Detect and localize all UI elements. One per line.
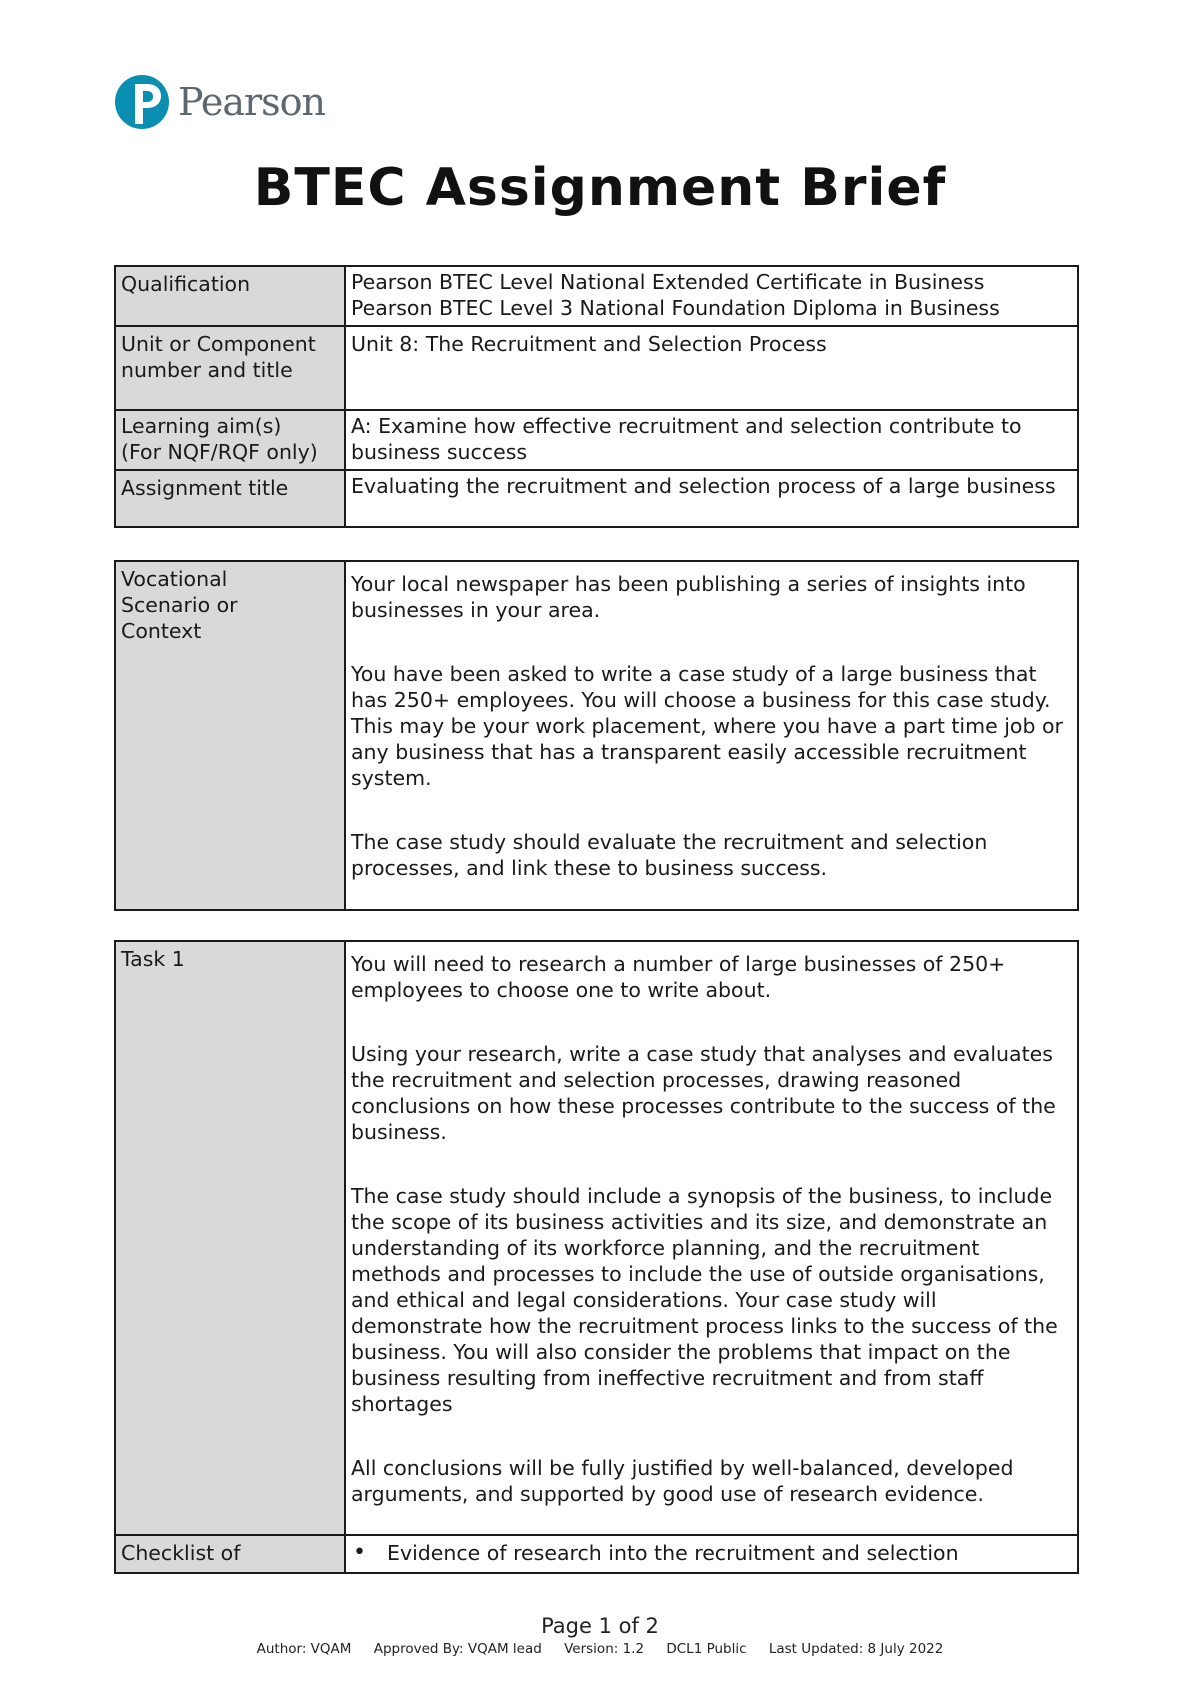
task-paragraph: All conclusions will be fully justified by well-balanced, developed arguments, and supported by good use of research evidence. (351, 1456, 1014, 1506)
task-label: Task 1 (115, 941, 345, 1535)
task-table (114, 940, 1079, 1574)
task-paragraph: The case study should include a synopsis of the business, to include the scope of its business activities and its size, and demonstrate an understanding of its workforce planning, and the recruitment methods and processes to include the use of outside organisations, and ethical and legal considerations. Your case study will demonstrate how the recruitment process links to the success of the business. You will also consider the problems that impact on the business resulting from ineffective recruitment and from staff shortages (351, 1184, 1058, 1416)
qualification-line-2: Pearson BTEC Level 3 National Foundation Diploma in Business (351, 296, 1000, 320)
qualification-label: Qualification (115, 266, 345, 326)
learning-aim-label: Learning aim(s) (For NQF/RQF only) (115, 410, 345, 470)
qualification-row (115, 266, 1078, 326)
assignment-title-row (115, 470, 1078, 527)
learning-aim-value: A: Examine how effective recruitment and selection contribute to business success (345, 410, 1078, 470)
checklist (351, 1540, 1072, 1566)
footer-approved: Approved By: VQAM lead (373, 1641, 542, 1657)
scenario-table (114, 560, 1079, 911)
checklist-row (115, 1535, 1078, 1573)
task-paragraph: You will need to research a number of large businesses of 250+ employees to choose one to write about. (351, 952, 1006, 1002)
scenario-paragraph: Your local newspaper has been publishing a series of insights into businesses in your area. (351, 572, 1026, 622)
scenario-paragraph: You have been asked to write a case study of a large business that has 250+ employees. You will choose a business for this case study. This may be your work placement, where you have a part time job or any business that has a transparent easily accessible recruitment system. (351, 662, 1063, 790)
scenario-row (115, 561, 1078, 910)
pearson-wordmark: Pearson (178, 80, 326, 124)
qualification-value (345, 266, 1078, 326)
page-number: Page 1 of 2 (541, 1614, 659, 1638)
task-row (115, 941, 1078, 1535)
unit-label: Unit or Component number and title (115, 326, 345, 410)
scenario-text (345, 561, 1078, 910)
task-text (345, 941, 1078, 1535)
footer-author: Author: VQAM (256, 1641, 352, 1657)
checklist-label: Checklist of (115, 1535, 345, 1573)
learning-aim-row (115, 410, 1078, 470)
qualification-line-1: Pearson BTEC Level National Extended Certificate in Business (351, 270, 985, 294)
pearson-logo (114, 70, 325, 134)
footer-updated: Last Updated: 8 July 2022 (768, 1641, 944, 1657)
unit-value: Unit 8: The Recruitment and Selection Process (345, 326, 1078, 410)
checklist-content (345, 1535, 1078, 1573)
page-title: BTEC Assignment Brief (253, 158, 947, 218)
scenario-paragraph: The case study should evaluate the recruitment and selection processes, and link these to business success. (351, 830, 988, 880)
footer-classification: DCL1 Public (666, 1641, 747, 1657)
assignment-title-value: Evaluating the recruitment and selection process of a large business (345, 470, 1078, 527)
checklist-item: • Evidence of research into the recruitment and selection (351, 1540, 1072, 1566)
footer-meta (0, 1641, 1200, 1657)
assignment-title-label: Assignment title (115, 470, 345, 527)
scenario-label: Vocational Scenario or Context (115, 561, 345, 910)
unit-row (115, 326, 1078, 410)
footer-version: Version: 1.2 (564, 1641, 645, 1657)
task-paragraph: Using your research, write a case study that analyses and evaluates the recruitment and selection processes, drawing reasoned conclusions on how these processes contribute to the success of the business. (351, 1042, 1056, 1144)
details-table (114, 265, 1079, 528)
pearson-p-icon (114, 70, 170, 134)
